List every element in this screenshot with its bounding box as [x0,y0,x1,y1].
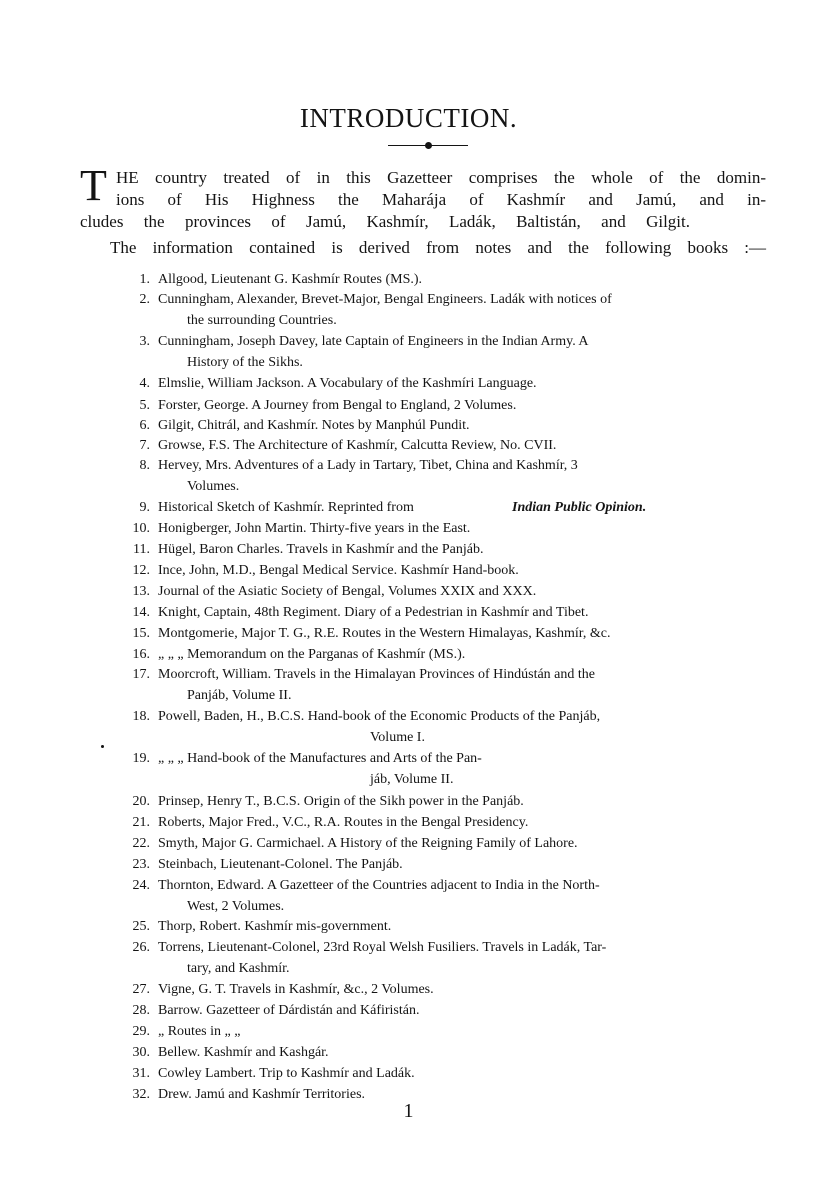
list-item-text: Torrens, Lieutenant-Colonel, 23rd Royal Welsh Fusiliers. Travels in Ladák, Tar- [158,940,607,955]
list-item-number: 15. [132,626,150,641]
list-item-number: 25. [132,919,150,934]
list-item-number: 10. [132,521,150,536]
list-item-text: Prinsep, Henry T., B.C.S. Origin of the Sikh power in the Panjáb. [158,794,524,809]
list-item-text: Elmslie, William Jackson. A Vocabulary of the Kashmíri Language. [158,376,537,391]
list-item-text: Thornton, Edward. A Gazetteer of the Countries adjacent to India in the North- [158,878,600,893]
list-item-text: Cowley Lambert. Trip to Kashmír and Ladák. [158,1066,415,1081]
list-item-number: 19. [132,751,150,766]
list-item-continuation: West, 2 Volumes. [187,899,285,914]
list-item-number: 12. [132,563,150,578]
list-item-number: 20. [132,794,150,809]
intro-line-3: cludes the provinces of Jamú, Kashmír, Ladák, Baltistán, and Gilgit. [80,212,690,231]
list-item-number: 14. [132,605,150,620]
list-item-text: Bellew. Kashmír and Kashgár. [158,1045,329,1060]
list-item-number: 31. [132,1066,150,1081]
list-item-number: 26. [132,940,150,955]
list-item-number: 24. [132,878,150,893]
list-item-text: Thorp, Robert. Kashmír mis-government. [158,919,392,934]
intro-line-4: The information contained is derived from notes and the following books :— [110,238,766,257]
list-item-number: 29. [132,1024,150,1039]
list-item-continuation: Volume I. [370,730,425,745]
list-item-number: 32. [132,1087,150,1102]
list-item-number: 6. [139,418,150,433]
list-item-text: „ „ „ Hand-book of the Manufactures and Arts of the Pan- [158,751,482,766]
list-item-number: 13. [132,584,150,599]
list-item-text: Growse, F.S. The Architecture of Kashmír, Calcutta Review, No. CVII. [158,438,557,453]
list-item-text: Steinbach, Lieutenant-Colonel. The Panjáb. [158,857,403,872]
list-item-text: Hervey, Mrs. Adventures of a Lady in Tartary, Tibet, China and Kashmír, 3 [158,458,578,473]
list-item-continuation: History of the Sikhs. [187,355,303,370]
list-item-number: 4. [139,376,150,391]
list-item-number: 1. [139,272,150,287]
print-speck [101,745,104,748]
list-item-text: Forster, George. A Journey from Bengal to England, 2 Volumes. [158,398,517,413]
list-item-text: Journal of the Asiatic Society of Bengal, Volumes XXIX and XXX. [158,584,537,599]
list-item-number: 11. [133,542,150,557]
page-title: INTRODUCTION. [299,103,518,133]
list-item-number: 17. [132,667,150,682]
intro-line-2: ions of His Highness the Maharája of Kashmír and Jamú, and in- [116,190,766,209]
list-item-number: 7. [139,438,150,453]
list-item-text: Gilgit, Chitrál, and Kashmír. Notes by Manphúl Pundit. [158,418,470,433]
list-item-number: 23. [132,857,150,872]
list-item-number: 27. [132,982,150,997]
list-item-continuation: Volumes. [187,479,240,494]
list-item-text: „ Routes in „ „ [158,1024,241,1039]
list-item-text: Ince, John, M.D., Bengal Medical Service. Kashmír Hand-book. [158,563,519,578]
list-item-text: Roberts, Major Fred., V.C., R.A. Routes in the Bengal Presidency. [158,815,529,830]
list-item-text: Montgomerie, Major T. G., R.E. Routes in the Western Himalayas, Kashmír, &c. [158,626,611,641]
list-item-text: Barrow. Gazetteer of Dárdistán and Káfiristán. [158,1003,420,1018]
list-item-number: 18. [132,709,150,724]
list-item-text: Drew. Jamú and Kashmír Territories. [158,1087,366,1102]
list-item-text: Knight, Captain, 48th Regiment. Diary of a Pedestrian in Kashmír and Tibet. [158,605,589,620]
list-item-number: 8. [139,458,150,473]
list-item-number: 16. [132,647,150,662]
list-item-text: Cunningham, Joseph Davey, late Captain of Engineers in the Indian Army. A [158,334,589,349]
list-item-italic-title: Indian Public Opinion. [512,500,647,515]
list-item-number: 3. [139,334,150,349]
list-item-text: Honigberger, John Martin. Thirty-five years in the East. [158,521,471,536]
page-number: 1 [403,1100,414,1122]
intro-line-1: HE country treated of in this Gazetteer comprises the whole of the domin- [116,168,766,187]
list-item-number: 9. [139,500,150,515]
list-item-text: Cunningham, Alexander, Brevet-Major, Bengal Engineers. Ladák with notices of [158,292,612,307]
list-item-text: Smyth, Major G. Carmichael. A History of the Reigning Family of Lahore. [158,836,578,851]
list-item-text: Allgood, Lieutenant G. Kashmír Routes (MS.). [158,272,423,287]
list-item-text: Vigne, G. T. Travels in Kashmír, &c., 2 Volumes. [158,982,434,997]
list-item-number: 21. [132,815,150,830]
list-item-text: Historical Sketch of Kashmír. Reprinted from [158,500,414,515]
list-item-text: Hügel, Baron Charles. Travels in Kashmír and the Panjáb. [158,542,484,557]
list-item-number: 2. [139,292,150,307]
list-item-text: Powell, Baden, H., B.C.S. Hand-book of the Economic Products of the Panjáb, [158,709,601,724]
list-item-number: 5. [139,398,150,413]
list-item-continuation: tary, and Kashmír. [187,961,290,976]
list-item-continuation: the surrounding Countries. [187,313,337,328]
list-item-continuation: Panjáb, Volume II. [187,688,292,703]
list-item-number: 22. [132,836,150,851]
list-item-continuation: jáb, Volume II. [370,772,454,787]
drop-cap: T [80,161,107,210]
list-item-number: 28. [132,1003,150,1018]
list-item-number: 30. [132,1045,150,1060]
list-item-text: „ „ „ Memorandum on the Parganas of Kashmír (MS.). [158,647,466,662]
list-item-text: Moorcroft, William. Travels in the Himalayan Provinces of Hindústán and the [158,667,595,682]
